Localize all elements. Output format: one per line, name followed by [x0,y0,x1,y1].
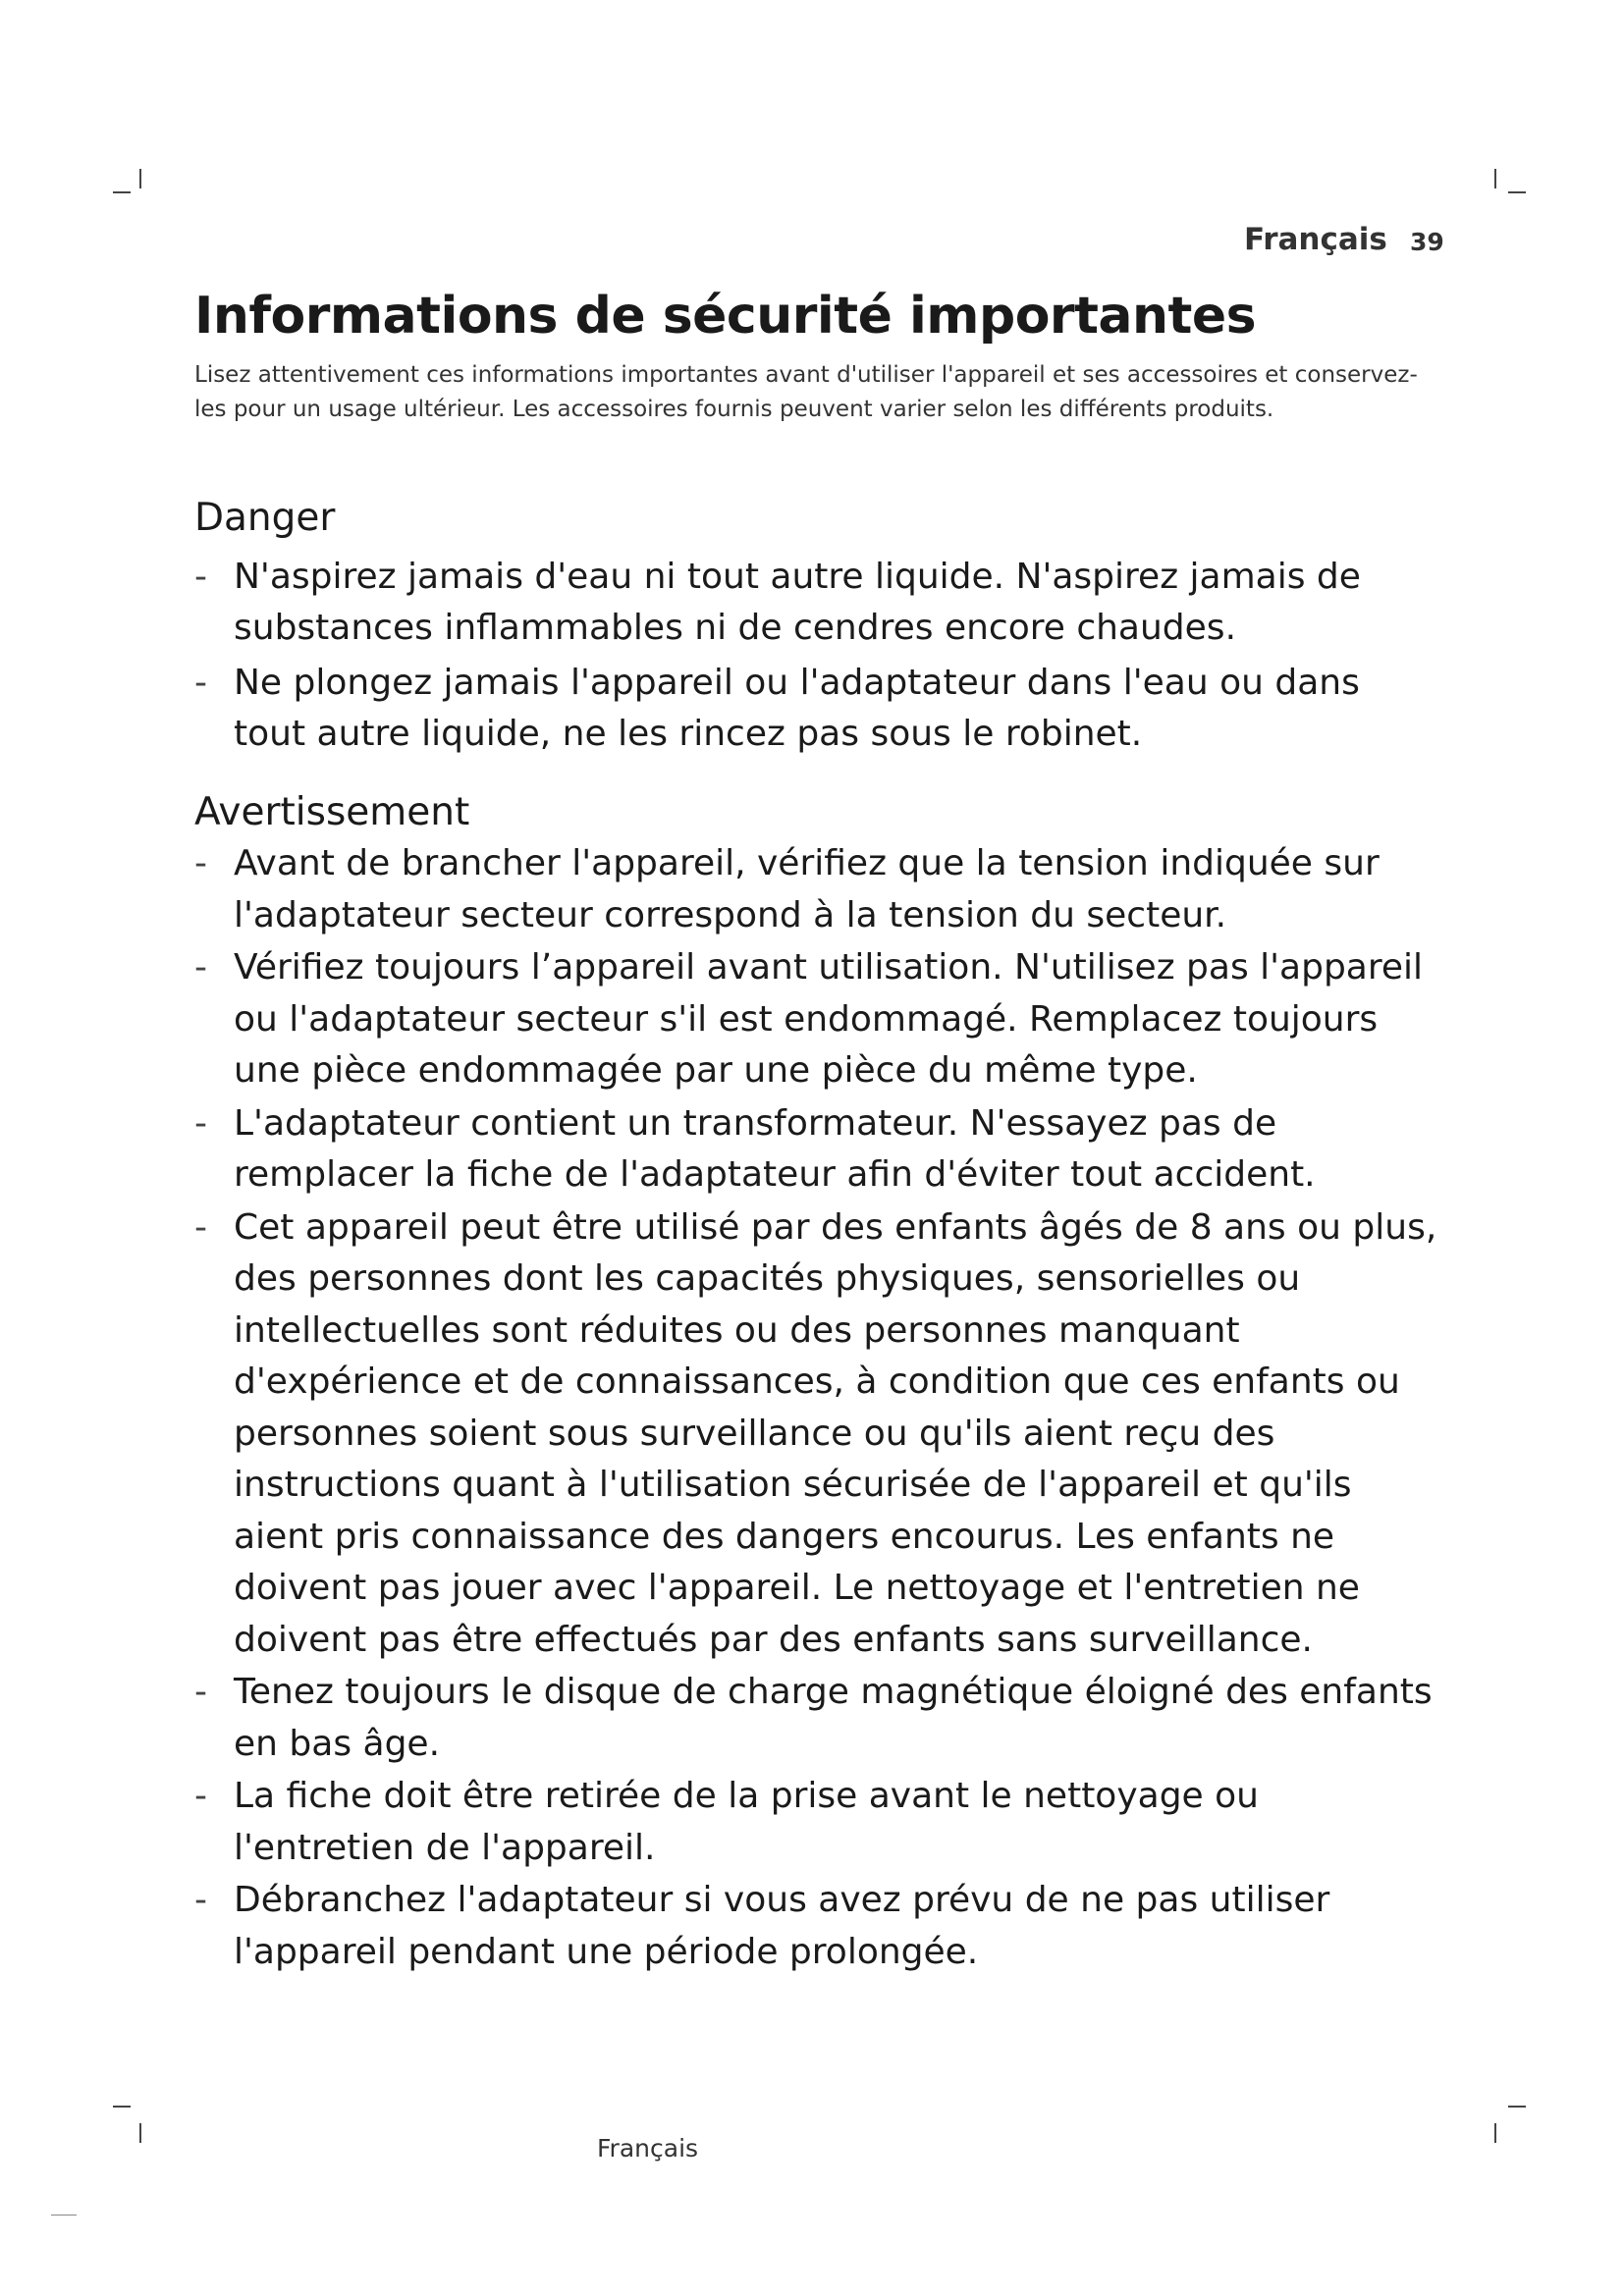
danger-list [194,552,1441,760]
list-item: - Ne plongez jamais l'appareil ou l'adaptateur dans l'eau ou dans tout autre liquide, ne les rincez pas sous le robinet. [194,663,1360,754]
list-item: - L'adaptateur contient un transformateur. N'essayez pas de remplacer la fiche de l'adaptateur afin d'éviter tout accident. [194,1102,1316,1195]
warning-heading: Avertissement [194,790,470,834]
header-language: Français [1244,222,1387,257]
page-title: Informations de sécurité importantes [194,287,1257,346]
list-item: - Cet appareil peut être utilisé par des enfants âgés de 8 ans ou plus, des personnes dont les capacités physiques, sensorielles ou intellectuelles sont réduites ou des personnes manquant d'expérience et de connaissances, à condition que ces enfants ou personnes soient sous surveillance ou qu'ils aient reçu des instructions quant à l'utilisation sécurisée de l'appareil et qu'ils aient pris connaissance des dangers encourus. Les enfants ne doivent pas jouer avec l'appareil. Le nettoyage et l'entretien ne doivent pas être effectués par des enfants sans surveillance. [194,1206,1437,1660]
crop-mark [1508,191,1526,193]
intro-paragraph: Lisez attentivement ces informations importantes avant d'utiliser l'appareil et ses accessoires et conservez-les pour un usage ultérieur. Les accessoires fournis peuvent varier selon les différents produits. [194,362,1418,422]
warning-list [194,838,1441,1978]
list-item: - Avant de brancher l'appareil, vérifiez que la tension indiquée sur l'adaptateur secteur correspond à la tension du secteur. [194,843,1380,935]
list-item: - N'aspirez jamais d'eau ni tout autre liquide. N'aspirez jamais de substances inflammables ni de cendres encore chaudes. [194,557,1361,648]
footer-language: Français [597,2134,699,2163]
page-number: 39 [1410,228,1444,256]
list-item: - Débranchez l'adaptateur si vous avez prévu de ne pas utiliser l'appareil pendant une période prolongée. [194,1880,1330,1972]
crop-mark [51,2215,77,2216]
list-item: - La fiche doit être retirée de la prise avant le nettoyage ou l'entretien de l'appareil. [194,1776,1259,1868]
warning-section [194,790,1441,1979]
crop-mark [1494,169,1496,188]
crop-mark [113,2106,131,2108]
danger-heading: Danger [194,496,336,540]
crop-mark [139,169,141,188]
crop-mark [1494,2123,1496,2143]
crop-mark [113,191,131,193]
crop-mark [139,2123,141,2143]
danger-section [194,496,1441,764]
list-item: - Tenez toujours le disque de charge magnétique éloigné des enfants en bas âge. [194,1672,1433,1764]
crop-mark [1508,2106,1526,2108]
list-item: - Vérifiez toujours l’appareil avant utilisation. N'utilisez pas l'appareil ou l'adaptateur secteur s'il est endommagé. Remplacez toujours une pièce endommagée par une pièce du même type. [194,947,1424,1091]
